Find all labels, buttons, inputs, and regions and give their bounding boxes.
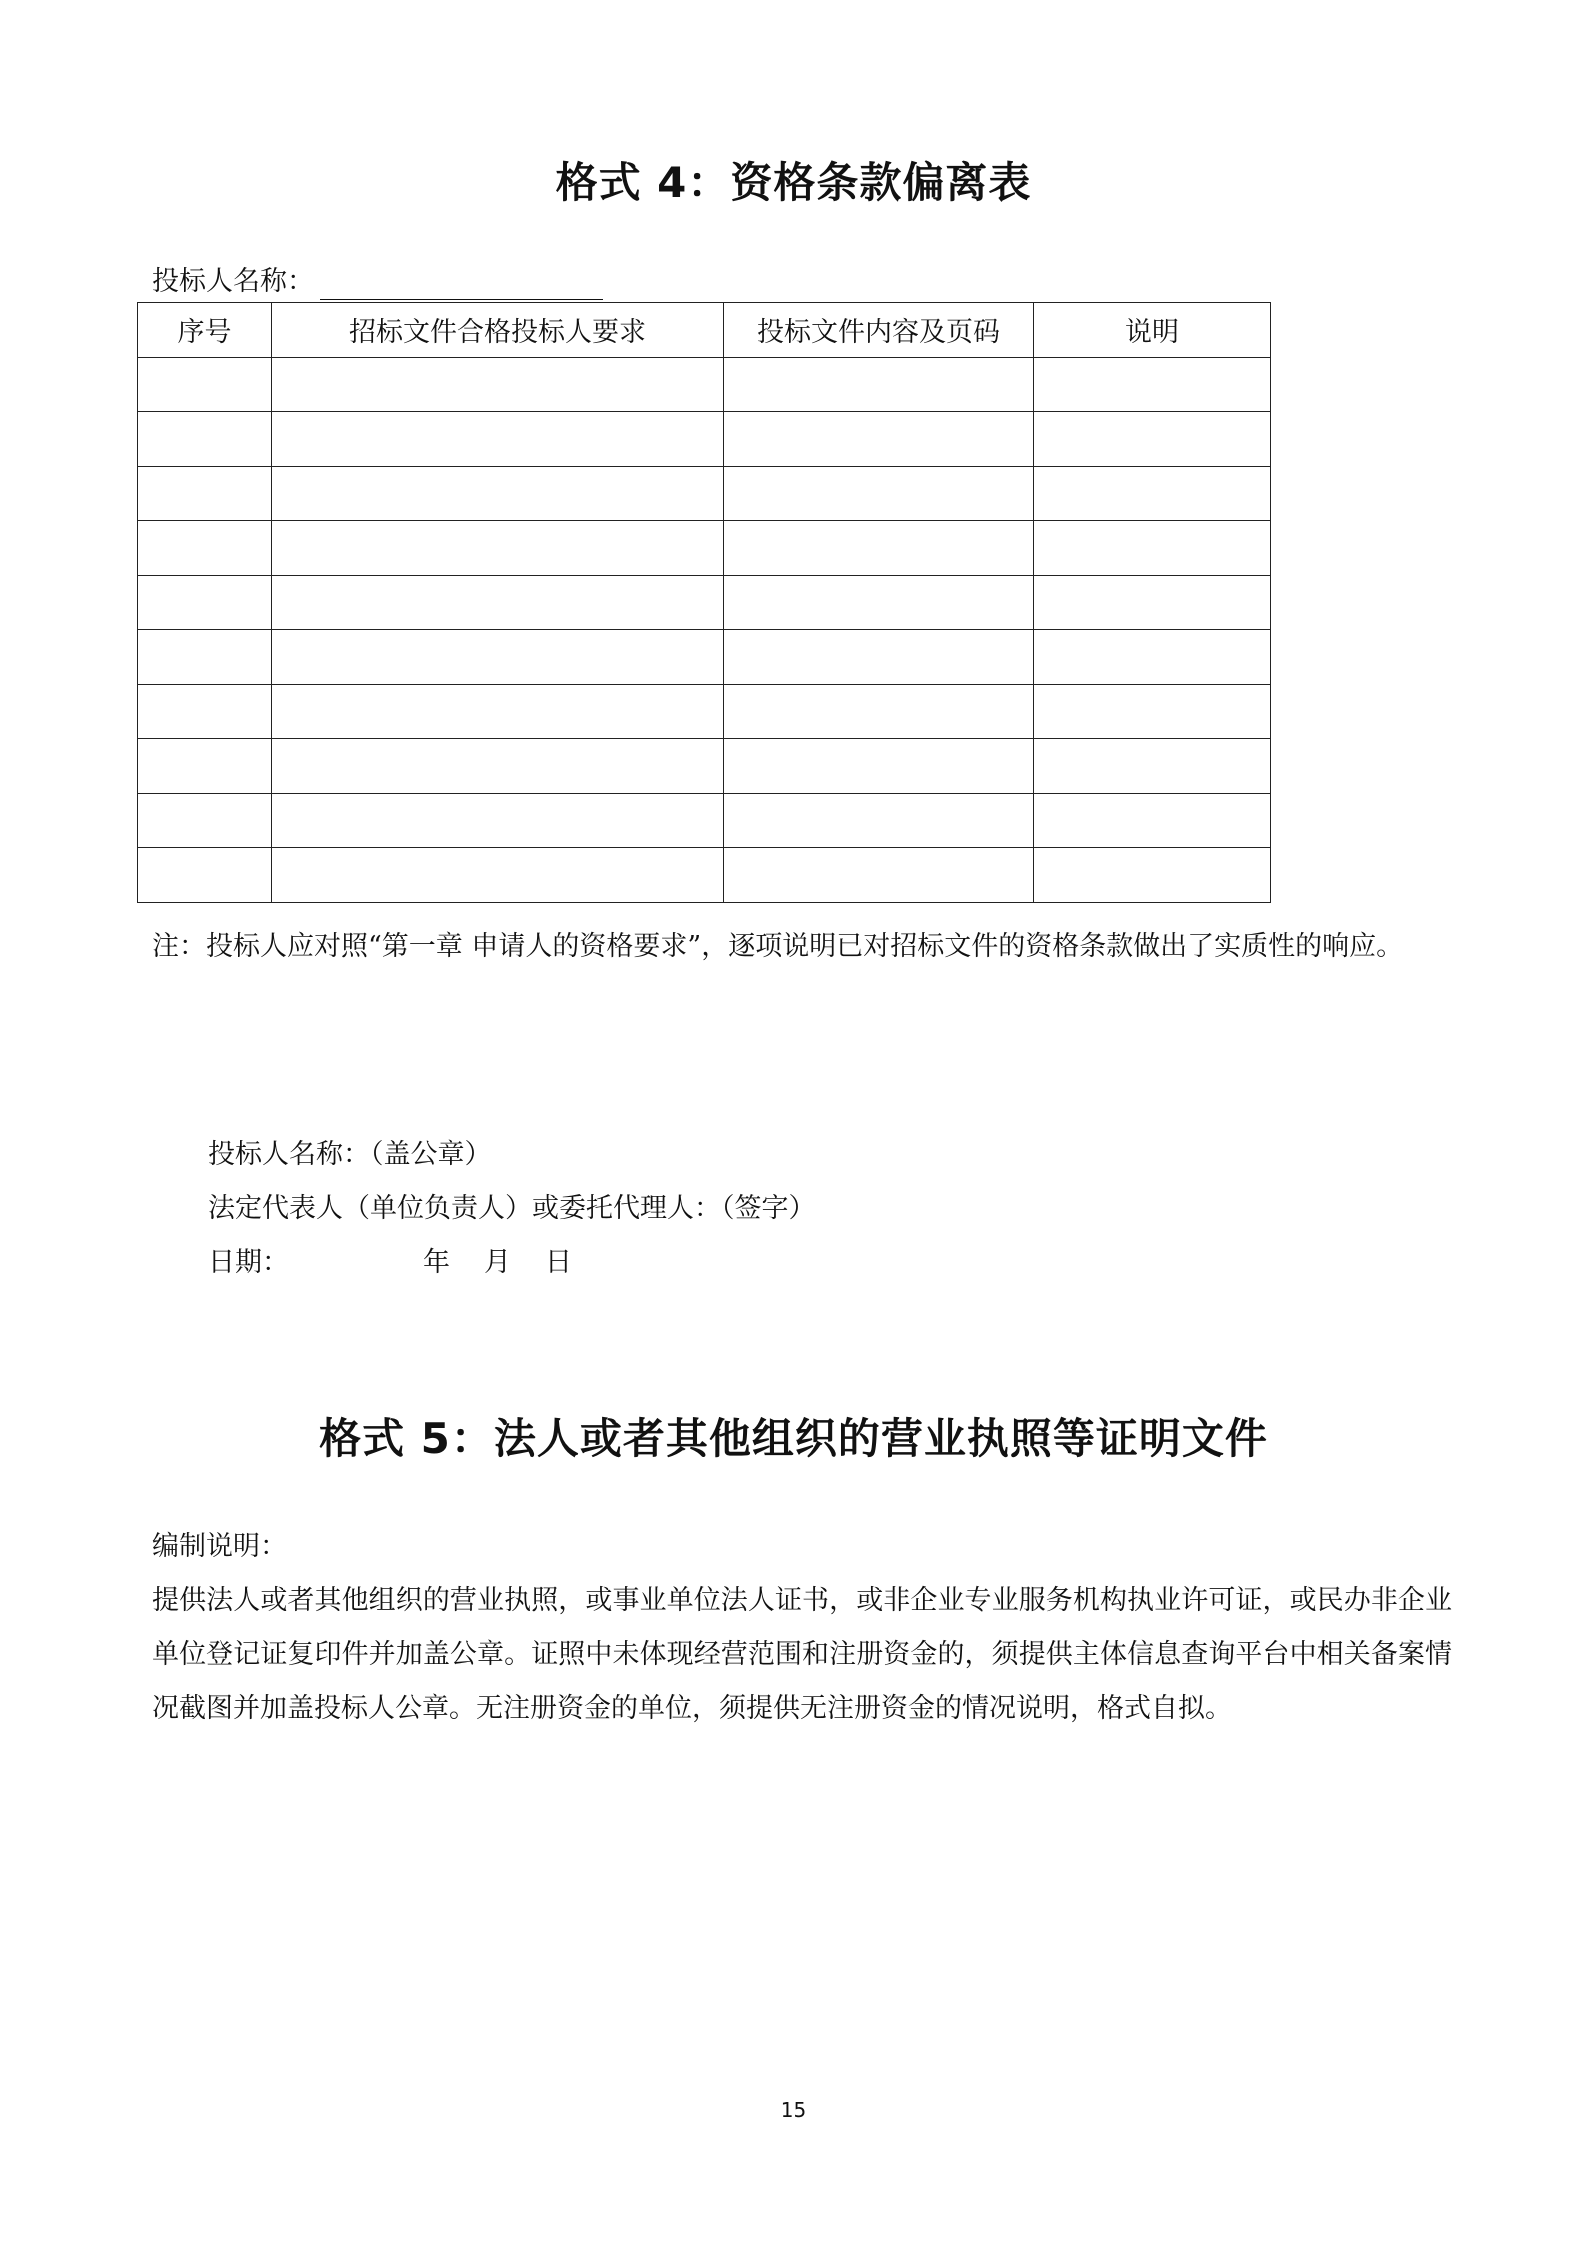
date-label: 日期： [208,1247,289,1278]
table-cell[interactable] [724,630,1034,685]
signature-date-row [208,1245,572,1281]
table-cell[interactable] [138,793,272,848]
table-row [138,521,1271,576]
table-cell[interactable] [138,575,272,630]
table-cell[interactable] [138,630,272,685]
table-row [138,630,1271,685]
table-cell[interactable] [724,793,1034,848]
qualification-deviation-table [137,302,1271,903]
table-cell[interactable] [1034,412,1271,467]
table-row [138,466,1271,521]
table-cell[interactable] [138,466,272,521]
instructions-label: 编制说明： [152,1531,287,1562]
table-cell[interactable] [138,521,272,576]
table-header-row [138,303,1271,358]
table-cell[interactable] [272,575,724,630]
table-cell[interactable] [1034,466,1271,521]
table-cell[interactable] [724,575,1034,630]
table-row [138,357,1271,412]
bidder-name-blank[interactable] [320,271,603,300]
bidder-name-row [152,264,603,300]
table-cell[interactable] [272,412,724,467]
table-row [138,793,1271,848]
table-cell[interactable] [724,521,1034,576]
instructions-body: 提供法人或者其他组织的营业执照，或事业单位法人证书，或非企业专业服务机构执业许可证，或民办非企业单位登记证复印件并加盖公章。证照中未体现经营范围和注册资金的，须提供主体信息查询平台中相关备案情况截图并加盖投标人公章。无注册资金的单位，须提供无注册资金的情况说明，格式自拟。 [152,1585,1452,1724]
table-cell[interactable] [1034,793,1271,848]
table-cell[interactable] [1034,357,1271,412]
section4-title: 格式 4：资格条款偏离表 [555,158,1032,207]
table-cell[interactable] [724,739,1034,794]
table-cell[interactable] [272,357,724,412]
table-cell[interactable] [272,630,724,685]
section5-title: 格式 5：法人或者其他组织的营业执照等证明文件 [319,1414,1268,1463]
table-cell[interactable] [138,412,272,467]
page-number: 15 [780,2098,807,2122]
col-header-content-page: 投标文件内容及页码 [724,303,1034,358]
table-cell[interactable] [272,793,724,848]
date-month: 月 [484,1247,511,1278]
table-row [138,412,1271,467]
table-cell[interactable] [138,357,272,412]
table-note: 注：投标人应对照“第一章 申请人的资格要求”，逐项说明已对招标文件的资格条款做出了实质性的响应。 [152,931,1404,962]
table-row [138,739,1271,794]
table-cell[interactable] [724,848,1034,903]
col-header-index: 序号 [138,303,272,358]
table-cell[interactable] [724,357,1034,412]
table-cell[interactable] [272,521,724,576]
table-cell[interactable] [138,848,272,903]
table-cell[interactable] [272,848,724,903]
table-cell[interactable] [1034,575,1271,630]
table-cell[interactable] [724,684,1034,739]
table-cell[interactable] [1034,630,1271,685]
col-header-remarks: 说明 [1034,303,1271,358]
table-cell[interactable] [272,684,724,739]
table-cell[interactable] [272,466,724,521]
bidder-name-label: 投标人名称： [152,266,314,297]
date-day: 日 [545,1247,572,1278]
table-cell[interactable] [724,412,1034,467]
date-year: 年 [423,1247,450,1278]
table-cell[interactable] [138,739,272,794]
table-row [138,684,1271,739]
table-cell[interactable] [272,739,724,794]
table-cell[interactable] [1034,848,1271,903]
col-header-requirement: 招标文件合格投标人要求 [272,303,724,358]
signature-representative: 法定代表人（单位负责人）或委托代理人：（签字） [208,1193,816,1224]
table-cell[interactable] [1034,521,1271,576]
table-cell[interactable] [1034,739,1271,794]
table-row [138,575,1271,630]
table-cell[interactable] [724,466,1034,521]
table-cell[interactable] [138,684,272,739]
table-cell[interactable] [1034,684,1271,739]
table-row [138,848,1271,903]
signature-bidder-seal: 投标人名称：（盖公章） [208,1139,492,1170]
